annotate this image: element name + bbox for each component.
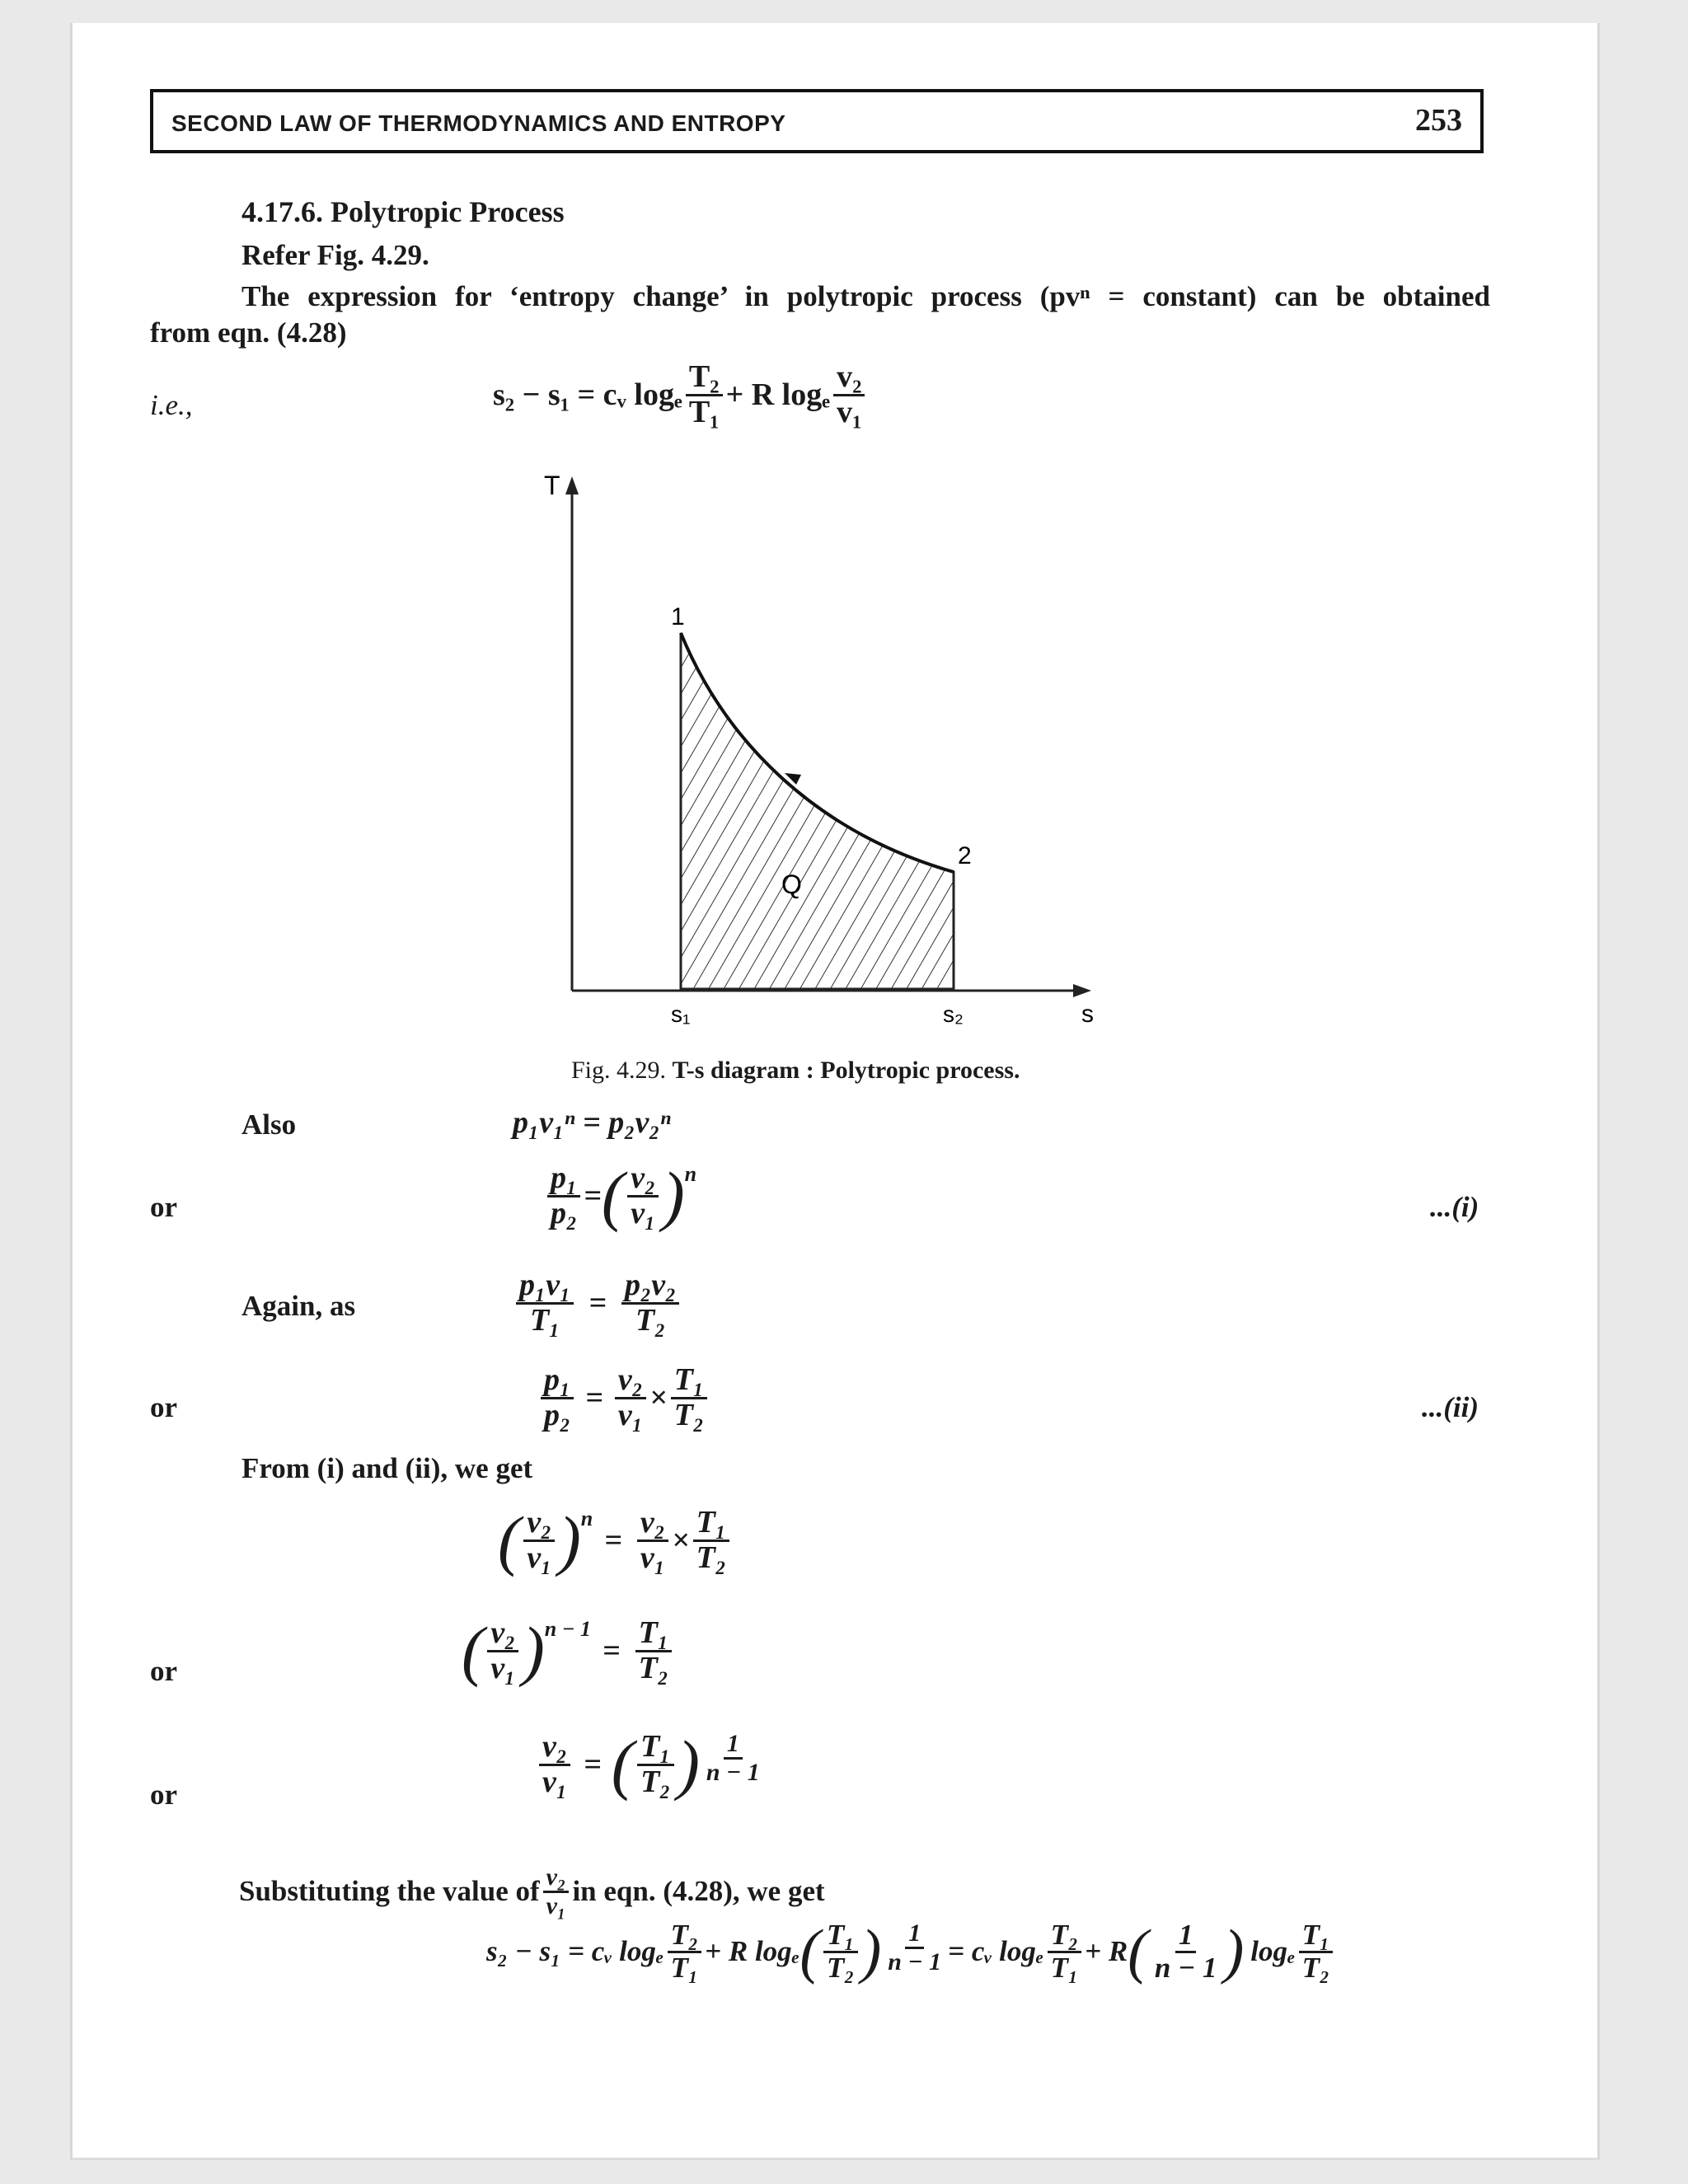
times: × bbox=[672, 1523, 690, 1558]
equals: = bbox=[584, 1747, 602, 1783]
ie-label: i.e., bbox=[150, 389, 193, 421]
eq1-volume-ratio bbox=[833, 361, 865, 429]
section-heading: 4.17.6. Polytropic Process bbox=[241, 195, 565, 228]
ts-diagram bbox=[536, 470, 1113, 1047]
v2: v₂ bbox=[615, 1364, 646, 1399]
T2: T₂ bbox=[640, 1764, 671, 1799]
equals: = bbox=[585, 1380, 603, 1416]
p1: p₁ bbox=[547, 1162, 580, 1197]
substitute-text-1: Substituting the value of bbox=[239, 1875, 540, 1907]
times: × bbox=[649, 1380, 668, 1416]
point-2-label: 2 bbox=[958, 842, 972, 869]
t1: T₁ bbox=[688, 394, 720, 429]
T2: T₂ bbox=[638, 1650, 669, 1685]
left-paren: ( bbox=[799, 1918, 820, 1986]
state-2-ratio bbox=[621, 1269, 679, 1338]
plus-r: + R bbox=[1085, 1935, 1128, 1968]
T1: T₁ bbox=[635, 1617, 672, 1652]
left-paren: ( bbox=[498, 1502, 521, 1578]
denominator: n − 1 bbox=[1154, 1951, 1217, 1984]
equals: = bbox=[588, 1286, 607, 1321]
temp-ratio bbox=[693, 1507, 729, 1575]
right-paren: ) bbox=[558, 1502, 581, 1578]
eq1-mid: + R logₑ bbox=[725, 377, 831, 413]
v1: v₁ bbox=[631, 1195, 656, 1230]
temp-ratio bbox=[637, 1731, 673, 1799]
volume-ratio bbox=[539, 1731, 570, 1799]
v1: v₁ bbox=[490, 1650, 516, 1685]
final-equation bbox=[486, 1920, 1336, 1984]
right-paren: ) bbox=[860, 1918, 882, 1986]
s-axis-arrow bbox=[1073, 984, 1091, 997]
right-paren: ) bbox=[677, 1727, 700, 1802]
T1: T₁ bbox=[1299, 1920, 1334, 1953]
s1-label: s₁ bbox=[671, 1001, 691, 1027]
temp-ratio bbox=[671, 1364, 707, 1432]
exponent-n: n bbox=[580, 1507, 593, 1530]
refer-line: Refer Fig. 4.29. bbox=[241, 239, 429, 271]
temp-ratio-21 bbox=[668, 1920, 702, 1984]
substitute-text-2: in eqn. (4.28), we get bbox=[572, 1875, 825, 1907]
one-over-n-minus-1 bbox=[1151, 1920, 1221, 1984]
plus-r-log: + R logₑ bbox=[705, 1935, 800, 1968]
exp-num: 1 bbox=[724, 1731, 743, 1760]
or-label-4: or bbox=[150, 1779, 178, 1811]
volume-ratio-equation bbox=[536, 1727, 767, 1802]
eq1-temp-ratio bbox=[686, 361, 723, 429]
also-label: Also bbox=[241, 1108, 297, 1141]
volume-ratio bbox=[487, 1617, 518, 1685]
or-label-3: or bbox=[150, 1655, 178, 1687]
figure-caption bbox=[571, 1057, 1020, 1085]
eq1-lhs: s₂ − s₁ = cᵥ logₑ bbox=[493, 377, 682, 413]
exp-num: 1 bbox=[905, 1920, 924, 1949]
v2: v₂ bbox=[627, 1162, 659, 1197]
v2: v₂ bbox=[487, 1617, 518, 1652]
s-axis-label: s bbox=[1081, 1001, 1094, 1028]
substitute-line bbox=[239, 1864, 825, 1919]
caption-main: T-s diagram : Polytropic process. bbox=[672, 1057, 1020, 1084]
equals: = bbox=[604, 1523, 622, 1558]
equals: = bbox=[602, 1633, 621, 1669]
entropy-equation bbox=[493, 361, 868, 429]
left-paren: ( bbox=[462, 1613, 485, 1689]
volume-ratio bbox=[615, 1364, 646, 1432]
T2: T₂ bbox=[668, 1920, 702, 1953]
p1v1: p₁v₁ bbox=[516, 1269, 574, 1305]
left-paren: ( bbox=[1128, 1918, 1148, 1986]
pressure-ratio bbox=[547, 1162, 580, 1230]
T2: T₂ bbox=[1048, 1920, 1082, 1953]
v2: v₂ bbox=[833, 361, 865, 396]
s2-label: s₂ bbox=[943, 1001, 964, 1027]
T1: T₁ bbox=[671, 1364, 707, 1399]
state-1-ratio bbox=[516, 1269, 574, 1338]
T2: T₂ bbox=[827, 1951, 855, 1984]
left-paren: ( bbox=[601, 1158, 625, 1234]
or-label-2: or bbox=[150, 1391, 178, 1423]
temp-ratio bbox=[635, 1617, 672, 1685]
T2: T₂ bbox=[635, 1302, 666, 1338]
exp-den: n − 1 bbox=[706, 1758, 760, 1786]
power-equation bbox=[462, 1613, 675, 1689]
T2: T₂ bbox=[696, 1540, 727, 1575]
volume-ratio bbox=[627, 1162, 659, 1230]
temp-ratio-12 bbox=[823, 1920, 858, 1984]
exponent-n-minus-1: n − 1 bbox=[544, 1617, 591, 1641]
exp-den: n − 1 bbox=[888, 1947, 942, 1975]
also-equation: p₁v₁ⁿ = p₂v₂ⁿ bbox=[513, 1105, 671, 1140]
T1: T₁ bbox=[693, 1507, 729, 1542]
v2: v₂ bbox=[637, 1507, 668, 1542]
tag-i: ...(i) bbox=[1430, 1191, 1479, 1223]
running-title: SECOND LAW OF THERMODYNAMICS AND ENTROPY bbox=[171, 110, 786, 136]
pressure-ratio bbox=[541, 1364, 574, 1432]
right-paren: ) bbox=[662, 1158, 685, 1234]
T2: T₂ bbox=[1301, 1951, 1330, 1984]
numerator-one: 1 bbox=[1175, 1920, 1197, 1953]
v1: v₁ bbox=[542, 1764, 568, 1799]
exponent-fraction bbox=[884, 1920, 945, 1975]
T2: T₂ bbox=[673, 1397, 705, 1432]
page-header bbox=[150, 89, 1484, 153]
again-label: Again, as bbox=[241, 1290, 356, 1322]
t-axis-label: T bbox=[544, 471, 560, 500]
final-lhs: s₂ − s₁ = cᵥ logₑ bbox=[486, 1935, 664, 1968]
v2: v₂ bbox=[523, 1507, 555, 1542]
v1: v₁ bbox=[546, 1891, 566, 1919]
T1: T₁ bbox=[529, 1302, 560, 1338]
heat-area bbox=[681, 633, 954, 989]
equals: = bbox=[584, 1179, 602, 1214]
t-axis-arrow bbox=[565, 476, 579, 494]
from-line: From (i) and (ii), we get bbox=[241, 1452, 533, 1484]
tag-ii: ...(ii) bbox=[1422, 1391, 1479, 1423]
volume-ratio bbox=[523, 1507, 555, 1575]
right-paren: ) bbox=[522, 1613, 545, 1689]
T1: T₁ bbox=[670, 1951, 699, 1984]
combined-equation bbox=[498, 1502, 733, 1578]
or-label-1: or bbox=[150, 1191, 178, 1223]
v1: v₁ bbox=[527, 1540, 552, 1575]
intro-line-1: The expression for ‘entropy change’ in polytropic process (pvⁿ = constant) can be obtained bbox=[241, 280, 1490, 312]
log: logₑ bbox=[1250, 1935, 1296, 1968]
page-number: 253 bbox=[1415, 103, 1462, 138]
v1: v₁ bbox=[617, 1397, 644, 1432]
T1: T₁ bbox=[1050, 1951, 1079, 1984]
left-paren: ( bbox=[611, 1727, 635, 1802]
equals-cv-log: = cᵥ logₑ bbox=[948, 1935, 1044, 1968]
v2: v₂ bbox=[543, 1864, 570, 1893]
T1: T₁ bbox=[637, 1731, 673, 1766]
intro-line-2: from eqn. (4.28) bbox=[150, 316, 347, 349]
v1: v₁ bbox=[640, 1540, 665, 1575]
temp-ratio-12b bbox=[1299, 1920, 1334, 1984]
volume-ratio bbox=[543, 1864, 570, 1919]
p2v2: p₂v₂ bbox=[621, 1269, 679, 1305]
p2: p₂ bbox=[544, 1397, 571, 1432]
exponent-fraction bbox=[703, 1731, 763, 1785]
volume-ratio-2 bbox=[637, 1507, 668, 1575]
p1: p₁ bbox=[541, 1364, 574, 1399]
point-1-label: 1 bbox=[671, 603, 685, 630]
caption-prefix: Fig. 4.29. bbox=[571, 1057, 667, 1084]
heat-label: Q bbox=[781, 869, 802, 899]
temp-ratio-21b bbox=[1048, 1920, 1082, 1984]
exponent-n: n bbox=[684, 1162, 697, 1186]
v2: v₂ bbox=[539, 1731, 570, 1766]
t2: T₂ bbox=[686, 361, 723, 396]
gas-law-equation bbox=[513, 1269, 682, 1338]
equation-ii bbox=[537, 1364, 710, 1432]
T1: T₁ bbox=[823, 1920, 858, 1953]
v1: v₁ bbox=[837, 394, 862, 429]
equation-i bbox=[544, 1158, 697, 1234]
p2: p₂ bbox=[551, 1195, 578, 1230]
right-paren: ) bbox=[1223, 1918, 1245, 1986]
